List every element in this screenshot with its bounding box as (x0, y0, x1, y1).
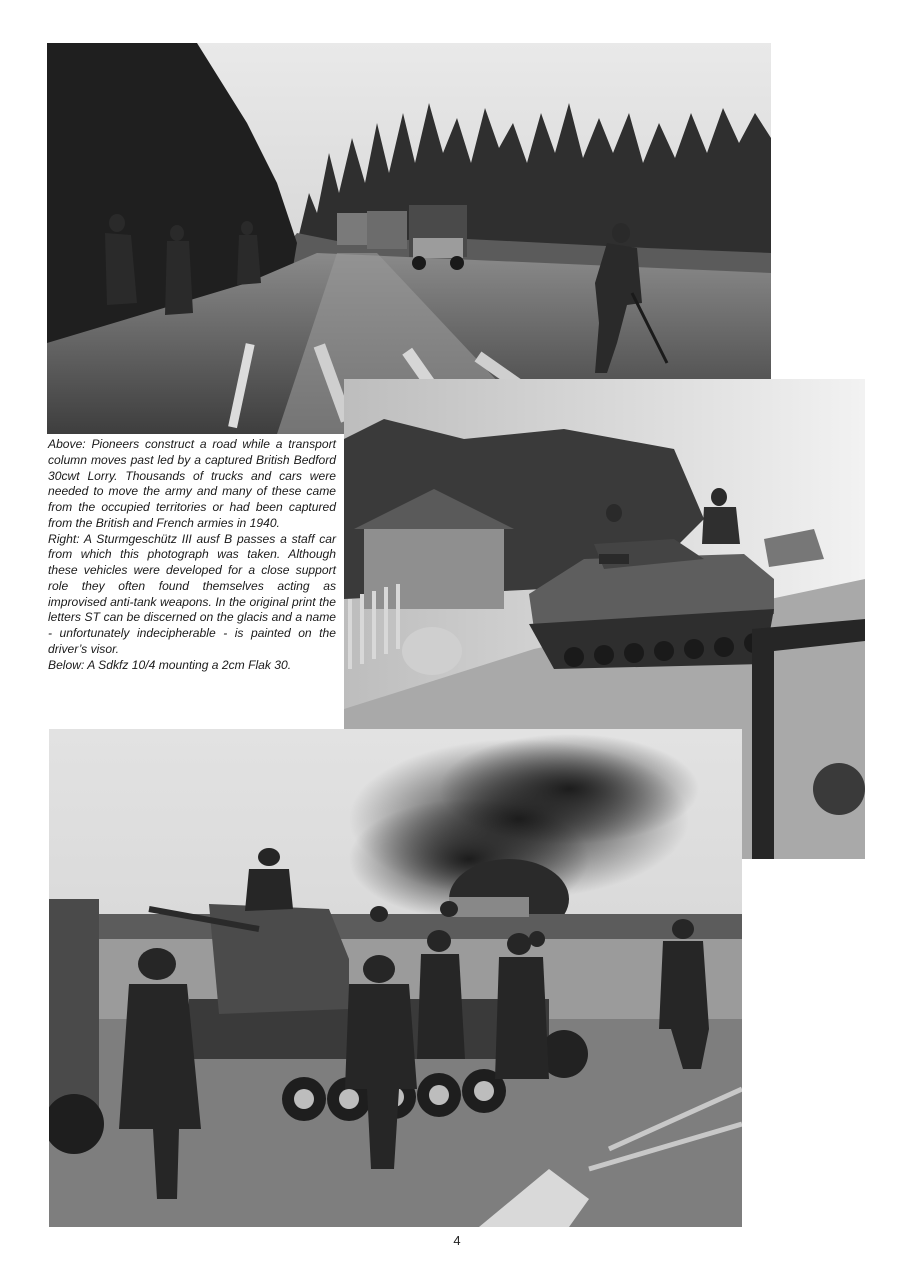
caption-below: Below: A Sdkfz 10/4 mounting a 2cm Flak 30. (48, 657, 292, 672)
boulder (402, 627, 462, 675)
caption-block (48, 437, 336, 673)
photo-sdkfz-flak (49, 729, 742, 1227)
page-number: 4 (453, 1233, 461, 1248)
photo-road-construction (47, 43, 771, 434)
caption-right: Right: A Sturmgeschütz III ausf B passes a staff car from which this photograph was taken. Although these vehicles were developed for a close support role they often found themselves acting as improvised anti-tank weapons. In the original print the letters ST can be discerned on the glacis and a name - unfortunately indecipherable - is painted on the driver’s visor. (48, 531, 336, 656)
caption-above: Above: Pioneers construct a road while a transport column moves past led by a captured British Bedford 30cwt Lorry. Thousands of trucks and cars were needed to move the army and many of these came from the occupied territories or had been captured from the British and French armies in 1940. (48, 437, 336, 530)
